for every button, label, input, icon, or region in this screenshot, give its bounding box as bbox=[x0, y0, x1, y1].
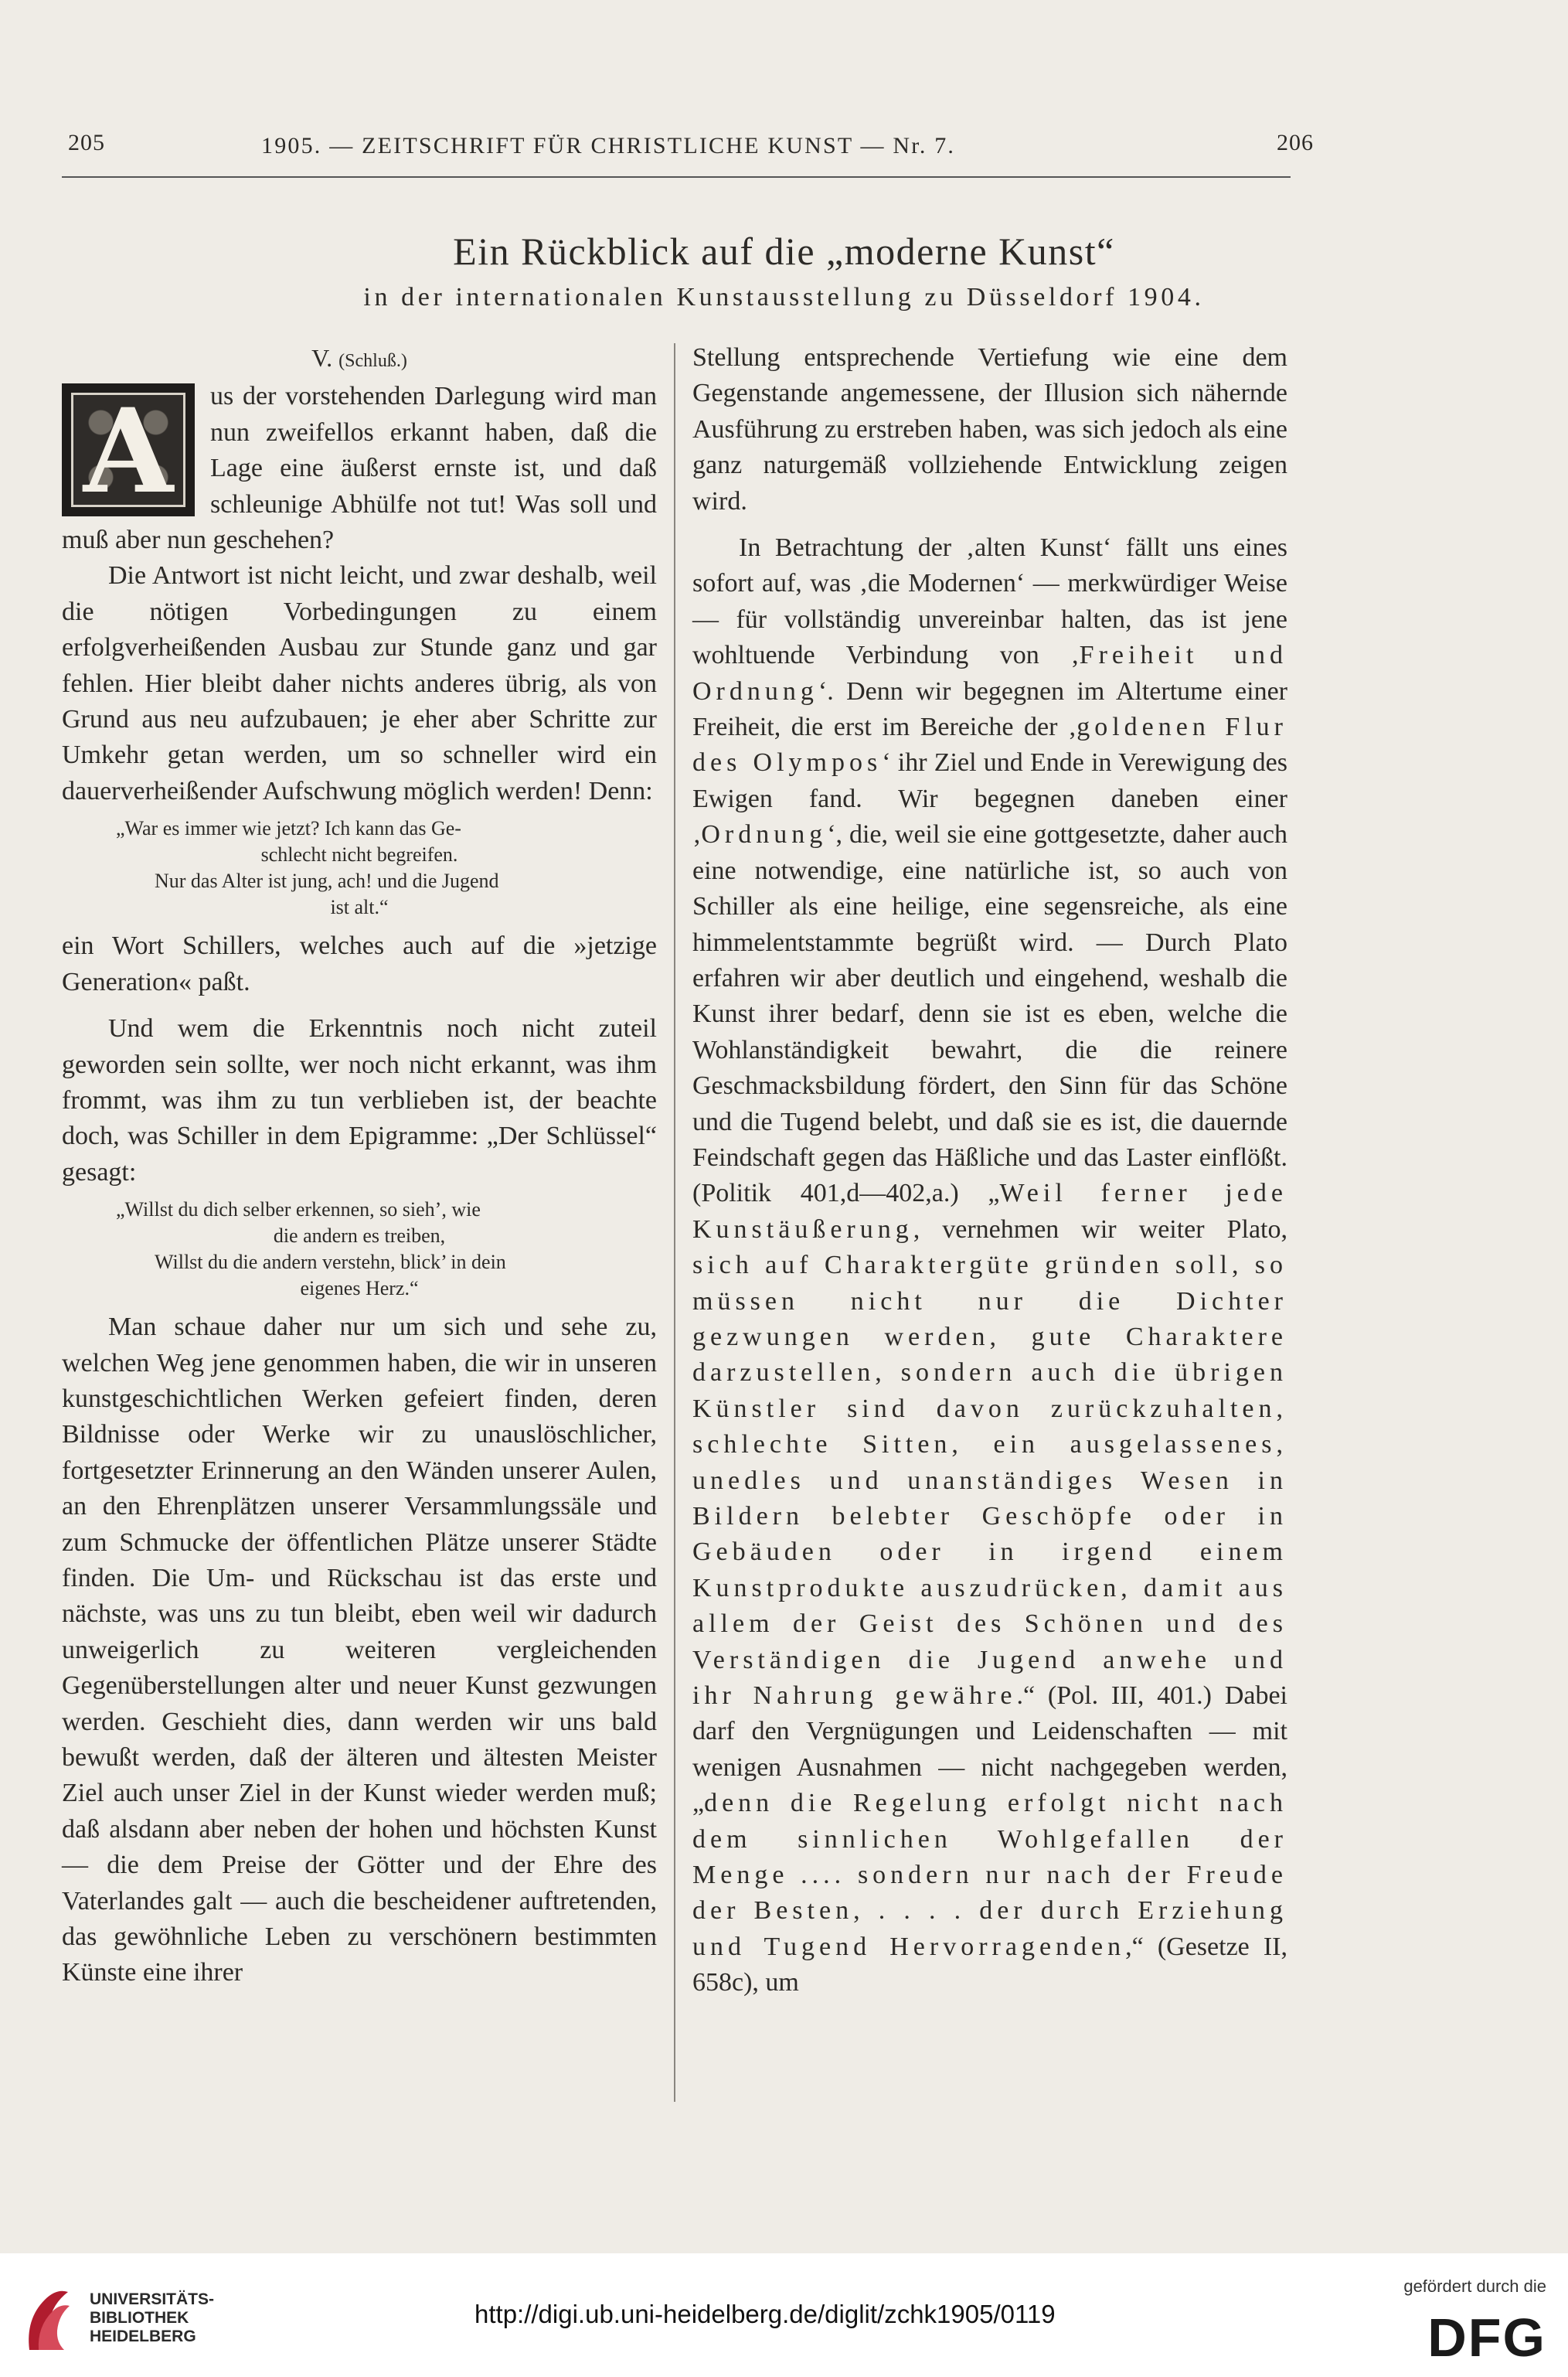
right-column bbox=[692, 340, 1287, 2001]
article-subtitle: in der internationalen Kunstausstellung zu Düsseldorf 1904. bbox=[363, 283, 1205, 312]
text-run: ‘, die, weil sie eine gottgesetzte, daher auch eine notwendige, eine natürliche ist, so auch von Schiller als eine heilige, eine segensreiche, als eine himmelentstammte begrüßt wird. — Durch Plato erfahren wir aber deutlich und eingehend, weshalb die Kunst ihrer bedarf, denn sie ist es eben, welche die Wohlanständigkeit bewahrt, die die reinere Geschmacksbildung fördert, den Sinn für das Schöne und die Tugend belebt, und daß sie es ist, die dauernde Feindschaft gegen das Häßliche und das Laster einflößt. (Politik 401,d—402,a.) „ bbox=[692, 820, 1287, 1208]
library-name bbox=[90, 2290, 214, 2346]
funding-note: gefördert durch die bbox=[1403, 2277, 1546, 2296]
verse-line: „War es immer wie jetzt? Ich kann das Ge- bbox=[116, 817, 461, 840]
paragraph: Und wem die Erkenntnis noch nicht zuteil geworden sein sollte, wer noch nicht erkannt, was ihm frommt, was ihm zu tun verblieben ist, der beachte doch, was Schiller in dem Epigramme: „Der Schlüssel“ gesagt: bbox=[62, 1014, 657, 1187]
spaced-text: Weil ferner jede Kunstäußerung bbox=[692, 1179, 1287, 1244]
library-name-line: HEIDELBERG bbox=[90, 2328, 196, 2345]
spaced-text: Freiheit und Ordnung bbox=[692, 641, 1287, 706]
text-run: , vernehmen wir weiter Plato, bbox=[913, 1214, 1287, 1244]
verse-line: „Willst du dich selber erkennen, so sieh’, wie bbox=[116, 1198, 481, 1221]
paragraph: Man schaue daher nur um sich und sehe zu, welchen Weg jene genommen haben, die wir in unseren kunstgeschichtlichen Werken gefeiert finden, deren Bildnisse oder Werke wir zu unauslöschlicher, fortgesetzter Erinnerung an den Wänden unserer Aulen, an den Ehrenplätzen unserer Versammlungssäle und zum Schmucke der öffentlichen Plätze unserer Städte finden. Die Um- und Rückschau ist das erste und nächste, was uns zu tun bleibt, eben weil wir dadurch unweigerlich zu weiteren vergleichenden Gegenüberstellungen alter und neuer Kunst gezwungen werden. Geschieht dies, dann werden wir uns bald bewußt werden, daß der älteren und ältesten Meister Ziel auch unser Ziel in der Kunst wieder werden muß; daß alsdann aber neben der hohen und höchsten Kunst — die dem Preise der Götter und der Ehre des Vaterlandes galt — auch die bescheidener auftretenden, das gewöhnliche Leben zu verschönern bestimmten Künste eine ihrer bbox=[62, 1313, 657, 1987]
section-number: V. bbox=[311, 344, 333, 372]
library-name-line: BIBLIOTHEK bbox=[90, 2309, 189, 2327]
header-rule bbox=[62, 176, 1291, 178]
spaced-text: Ordnung bbox=[701, 820, 828, 850]
verse-line: schlecht nicht begreifen. bbox=[260, 843, 458, 867]
verse-line: Willst du die andern verstehn, blick’ in dein bbox=[155, 1251, 506, 1274]
library-name-line: UNIVERSITÄTS- bbox=[90, 2290, 215, 2308]
article-title: Ein Rückblick auf die „moderne Kunst“ bbox=[453, 230, 1115, 273]
opening-text: us der vorstehenden Darlegung wird man nun zweifellos erkannt haben, daß die Lage eine äußerst ernste ist, und daß schleunige Abhülfe not tut! Was soll und muß aber nun geschehen? bbox=[62, 382, 657, 555]
text-run: ‘ ihr Ziel und Ende in Verewigung des Ewigen fand. Wir begegnen daneben einer ‚ bbox=[692, 748, 1287, 850]
page-number-left: 205 bbox=[68, 130, 105, 155]
spaced-text: goldenen Flur des Olympos bbox=[692, 713, 1287, 778]
left-column bbox=[62, 340, 657, 1991]
paragraph bbox=[692, 530, 1287, 2001]
paragraph-opening bbox=[62, 379, 657, 558]
running-head bbox=[62, 130, 1314, 176]
paragraph: ein Wort Schillers, welches auch auf die »jetzige Generation« paßt. bbox=[62, 931, 657, 996]
text-run: ‘. Denn wir begegnen im Altertume einer Freiheit, die erst im Bereiche der ‚ bbox=[692, 676, 1287, 742]
spaced-text: denn die Regelung erfolgt nicht nach dem sinnlichen Wohlgefallen der Menge .... sondern nur nach der Freude der Besten, . . . . der durch Erziehung und Tugend Hervorragenden bbox=[692, 1789, 1287, 1961]
library-logo-icon bbox=[22, 2284, 76, 2354]
dropcap-letter: A bbox=[83, 383, 174, 520]
text-run: In Betrachtung der ‚alten Kunst‘ fällt uns eines sofort auf, was ‚die Modernen‘ — merkwürdiger Weise — für vollständig unvereinbar halten, das ist jene wohltuende Verbindung von ‚ bbox=[692, 533, 1287, 670]
verse-line: ist alt.“ bbox=[330, 896, 389, 919]
paragraph: Stellung entsprechende Vertiefung wie eine dem Gegenstande angemessene, der Illusion sich nähernde Ausführung zu erstreben haben, was sich jedoch als eine ganz naturgemäß vollziehende Entwicklung zeigen wird. bbox=[692, 343, 1287, 516]
paragraph: Die Antwort ist nicht leicht, und zwar deshalb, weil die nötigen Vorbedingungen zu einem erfolgverheißenden Ausbau zur Stunde ganz und gar fehlen. Hier bleibt daher nichts anderes übrig, als von Grund aus neu aufzubauen; je eher aber Schritte zur Umkehr getan werden, um so schneller wird ein dauerverheißender Aufschwung möglich werden! Denn: bbox=[62, 561, 657, 805]
verse-quote-2 bbox=[62, 1197, 657, 1302]
verse-line: die andern es treiben, bbox=[273, 1224, 446, 1248]
verse-line: eigenes Herz.“ bbox=[300, 1277, 419, 1300]
running-title: 1905. — ZEITSCHRIFT FÜR CHRISTLICHE KUNST — Nr. 7. bbox=[261, 133, 956, 158]
digitization-footer bbox=[0, 2253, 1568, 2377]
verse-quote-1 bbox=[62, 816, 657, 921]
dfg-logo: DFG bbox=[1427, 2307, 1546, 2368]
section-note: (Schluß.) bbox=[338, 351, 407, 371]
text-run: ,“ (Gesetze II, 658c), um bbox=[692, 1932, 1287, 1997]
text-run: .“ (Pol. III, 401.) Dabei darf den Vergnügungen und Leidenschaften — mit wenigen Ausnahmen — nicht nachgegeben werden, „ bbox=[692, 1681, 1287, 1818]
section-heading bbox=[62, 340, 657, 379]
permalink-url[interactable]: http://digi.ub.uni-heidelberg.de/diglit/zchk1905/0119 bbox=[474, 2300, 1056, 2328]
dropcap-initial bbox=[62, 383, 195, 520]
column-divider bbox=[674, 343, 675, 2102]
page-number-right: 206 bbox=[1277, 130, 1314, 155]
spaced-text: sich auf Charaktergüte gründen soll, so müssen nicht nur die Dichter gezwungen werden, gute Charaktere darzustellen, sondern auch die übrigen Künstler sind davon zurückzuhalten, schlechte Sitten, ein ausgelassenes, unedles und unanständiges Wesen in Bildern belebter Geschöpfe oder in Gebäuden oder in irgend einem Kunstprodukte auszudrücken, damit aus allem der Geist des Schönen und des Verständigen die Jugend anwehe und ihr Nahrung gewähre bbox=[692, 1251, 1287, 1711]
verse-line: Nur das Alter ist jung, ach! und die Jugend bbox=[155, 870, 499, 893]
